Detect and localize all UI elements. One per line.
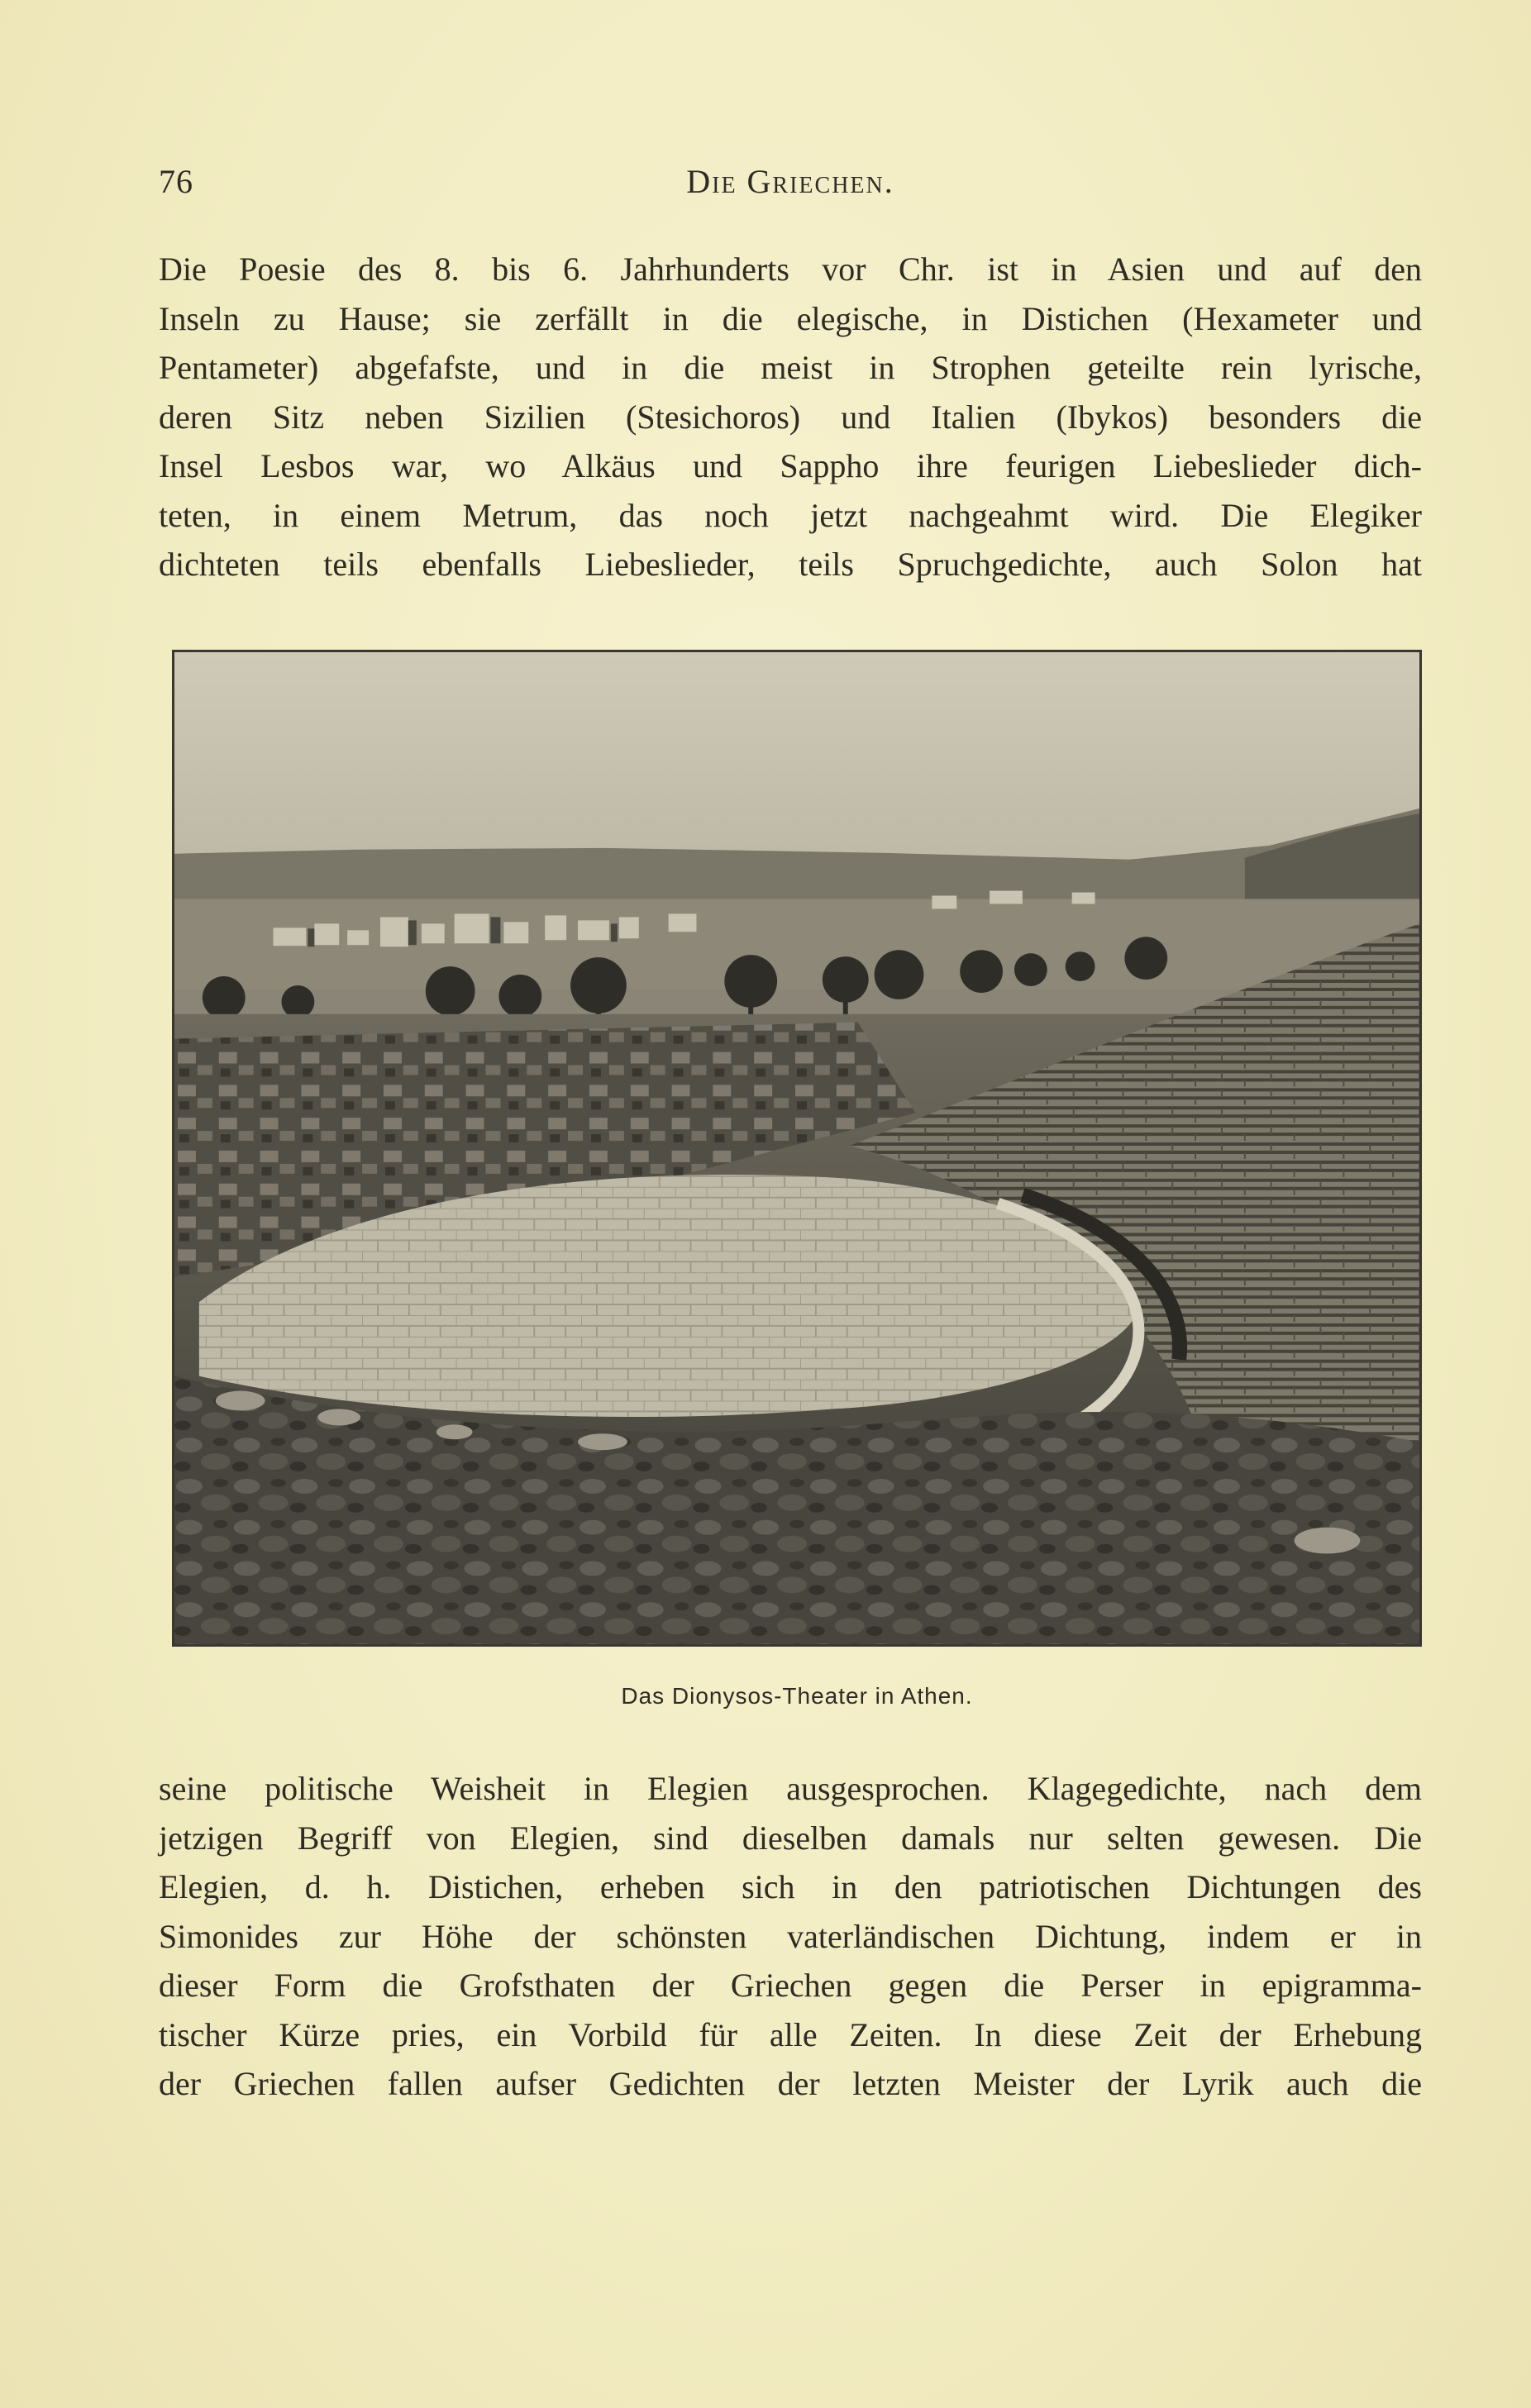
paragraph-top bbox=[159, 245, 1422, 589]
text-line: dieser Form die Grofsthaten der Griechen gegen die Perser in epigramma- bbox=[159, 1967, 1422, 2004]
text-line: dichteten teils ebenfalls Liebeslieder, teils Spruchgedichte, auch Solon hat bbox=[159, 546, 1422, 583]
text-line: Die Poesie des 8. bis 6. Jahrhunderts vor Chr. ist in Asien und auf den bbox=[159, 250, 1422, 288]
text-line: Elegien, d. h. Distichen, erheben sich in den patriotischen Dichtungen des bbox=[159, 1868, 1422, 1905]
text-line: seine politische Weisheit in Elegien ausgesprochen. Klagegedichte, nach dem bbox=[159, 1770, 1422, 1807]
text-line: der Griechen fallen aufser Gedichten der letzten Meister der Lyrik auch die bbox=[159, 2065, 1422, 2102]
text-line: deren Sitz neben Sizilien (Stesichoros) und Italien (Ibykos) besonders die bbox=[159, 398, 1422, 436]
theater-photograph-illustration bbox=[174, 652, 1419, 1644]
paragraph-bottom bbox=[159, 1764, 1422, 2109]
page-number: 76 bbox=[159, 163, 193, 200]
text-line: Pentameter) abgefafste, und in die meist in Strophen geteilte rein lyrische, bbox=[159, 349, 1422, 386]
text-line: teten, in einem Metrum, das noch jetzt nachgeahmt wird. Die Elegiker bbox=[159, 496, 1422, 534]
text-line: jetzigen Begriff von Elegien, sind dieselben damals nur selten gewesen. Die bbox=[159, 1819, 1422, 1857]
text-line: Insel Lesbos war, wo Alkäus und Sappho ihre feurigen Liebeslieder dich- bbox=[159, 447, 1422, 484]
theater-photograph bbox=[172, 650, 1422, 1647]
running-title: Die Griechen. bbox=[686, 163, 894, 200]
text-line: Simonides zur Höhe der schönsten vaterländischen Dichtung, indem er in bbox=[159, 1917, 1422, 1955]
text-line: Inseln zu Hause; sie zerfällt in die elegische, in Distichen (Hexameter und bbox=[159, 299, 1422, 337]
running-head bbox=[159, 162, 1422, 208]
figure-caption: Das Dionysos-Theater in Athen. bbox=[621, 1683, 973, 1709]
text-line: tischer Kürze pries, ein Vorbild für alle Zeiten. In diese Zeit der Erhebung bbox=[159, 2015, 1422, 2053]
